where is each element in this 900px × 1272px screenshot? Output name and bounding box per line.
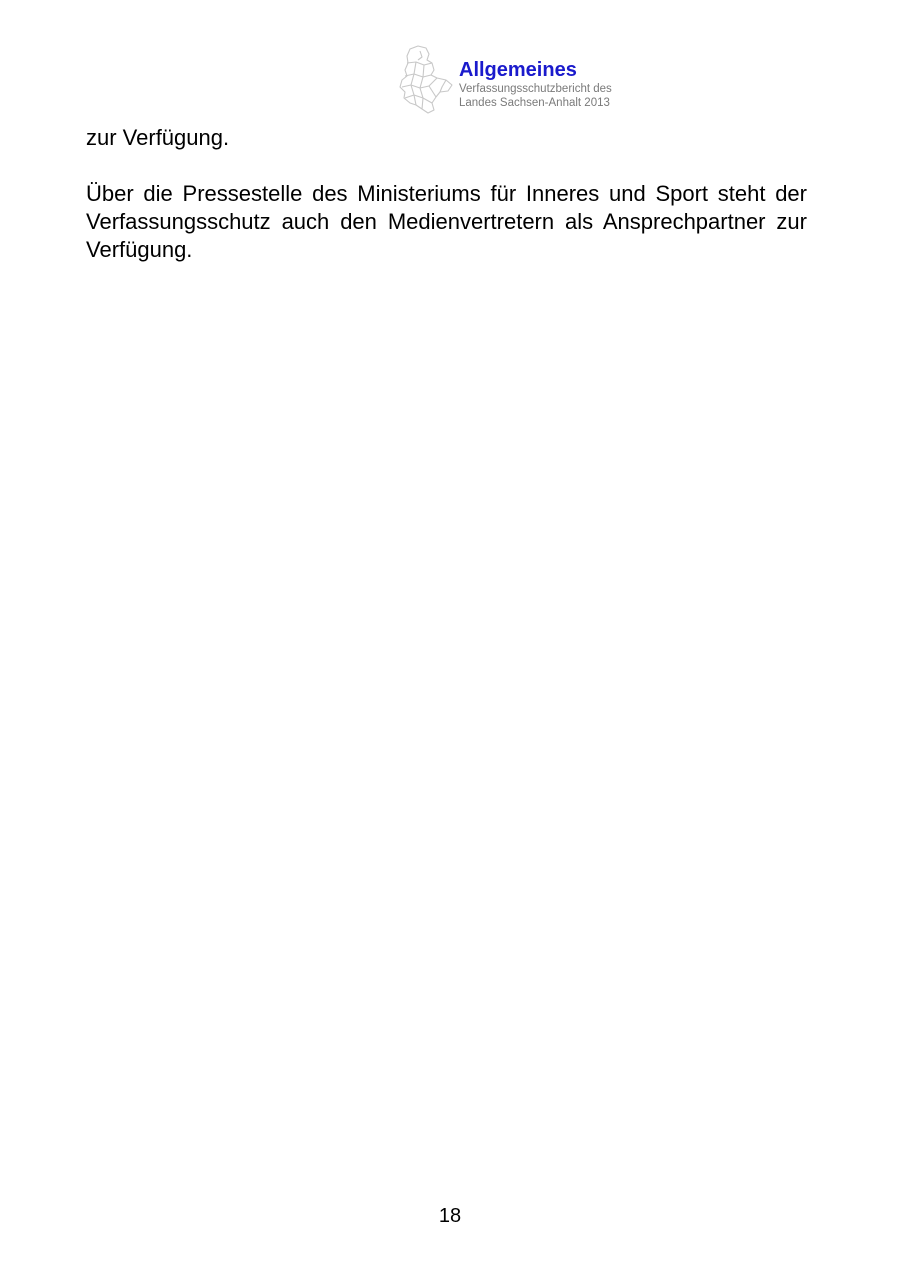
body-text [86,124,807,264]
sachsen-anhalt-map-icon [396,43,456,115]
page-number: 18 [438,1205,462,1227]
header-title: Allgemeines [459,59,577,81]
header-subtitle-line-1: Verfassungsschutzbericht des [459,83,612,95]
page-header [396,43,656,115]
header-text [459,58,659,110]
header-subtitle-line-2: Landes Sachsen-Anhalt 2013 [459,97,610,109]
press-office-paragraph: Über die Pressestelle des Ministeriums für Inneres und Sport steht der Verfassungsschutz auch den Medienvertretern als Ansprechpartner zur Verfügung. [86,181,807,262]
continuation-paragraph: zur Verfügung. [86,125,230,150]
